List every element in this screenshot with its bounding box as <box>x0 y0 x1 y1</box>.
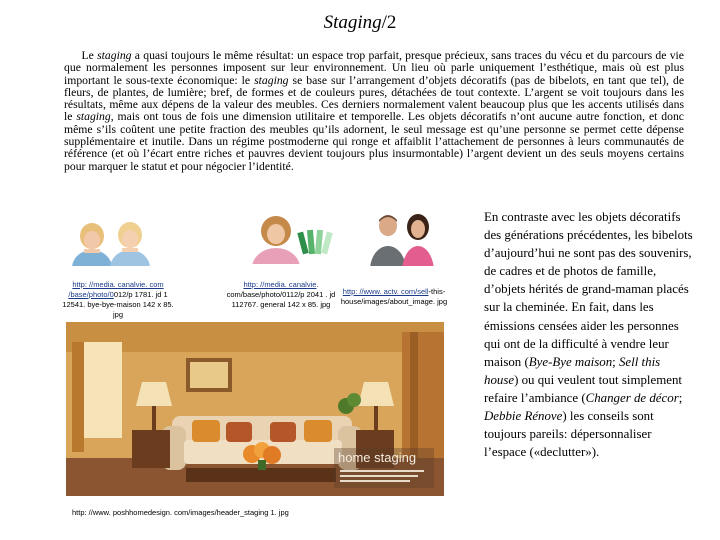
show-title-debbie-renove: Debbie Rénove <box>484 409 563 424</box>
home-staging-room-photo <box>66 322 444 496</box>
show-title-changer-de-decor: Changer de décor <box>585 390 679 405</box>
main-paragraph: Le staging a quasi toujours le même résultat: un espace trop parfait, presque précieux, sans traces du vécu et du parcours de vie que normalement les personnes imposent sur leur environnement. Un lieu où parle uniquement l’esthétique, mais où est plus important le sous-texte économique: le staging se base sur l’arrangement d’objets décoratifs (pas de bibelots, en tant que tel), de fleurs, de plantes, de lumière; bref, de formes et de couleurs pures, détachées de tout contexte. L’argent se voit toujours dans les résultats, même aux dépens de la valeur des meubles. Ces derniers normalement valent beaucoup plus que les accents utilisés dans le staging, mais ont tous de fois une dimension utilitaire et temporelle. Les objets décoratifs n’ont aucune autre fonction, et donc même s’ils coûtent une petite fraction des meubles qu’ils adornent, le seul message est qu’une personne se permet cette dépense supplémentaire et inutile. Dans un régime postmoderne qui ronge et affaiblit l’attachement de personnes à leurs communautés de référence (et où l’écart entre riches et pauvres devient toujours plus insurmontable) l’argent devient un des seuls moyens certains pour marquer le statut et pour négocier l’identité. <box>64 49 685 173</box>
title-suffix: /2 <box>381 12 397 33</box>
hosts-photo-bye-bye-maison <box>64 218 158 266</box>
caption-link-3[interactable]: http: //www. actv. com/sell <box>342 287 429 296</box>
caption-room-photo: http: //www. poshhomedesign. com/images/header_staging 1. jpg <box>72 508 289 517</box>
right-column-paragraph: En contraste avec les objets décoratifs des générations précédentes, les bibelots d’aujourd’hui ne sont pas des souvenirs, de cadres et de photos de famille, d’objets hérités de grand-maman placés sur la cheminée. En fait, dans les émissions censées aider les personnes qui ont de la difficulté à vendre leur maison (Bye-Bye maison; Sell this house) ou qui veulent tout simplement refaire l’ambiance (Changer de décor; Debbie Rénove) les conseils sont toujours pareils: dépersonnaliser l’espace («declutter»). <box>484 210 693 460</box>
title-text: Staging <box>323 12 382 33</box>
term-staging: staging <box>97 49 132 62</box>
caption-photo-2: http: //media. canalvie. com/base/photo/0112/p 2041 . jd 112767. general 142 x 85. jpg <box>226 280 336 309</box>
host-photo-changer-de-decor <box>238 214 334 264</box>
term-staging: staging <box>254 73 289 87</box>
caption-link-1[interactable]: http: //media. canalvie. com /base/photo/0 <box>68 280 164 299</box>
show-title-sell-this-house: Sell this house <box>484 354 661 387</box>
caption-link-2[interactable]: http: //media. canalvie <box>243 280 317 289</box>
home-staging-watermark-logo: home staging <box>334 448 434 488</box>
term-staging: staging <box>76 110 111 124</box>
show-title-bye-bye-maison: Bye-Bye maison <box>528 354 613 369</box>
hosts-photo-sell-this-house <box>364 212 440 266</box>
caption-photo-1: http: //media. canalvie. com /base/photo/0012/p 1781. jd 1 12541. bye-bye-maison 142 x 85. jpg <box>62 280 174 319</box>
page-title <box>0 12 720 34</box>
caption-photo-3: http: //www. actv. com/sell-this-house/images/about_image. jpg <box>340 287 448 306</box>
